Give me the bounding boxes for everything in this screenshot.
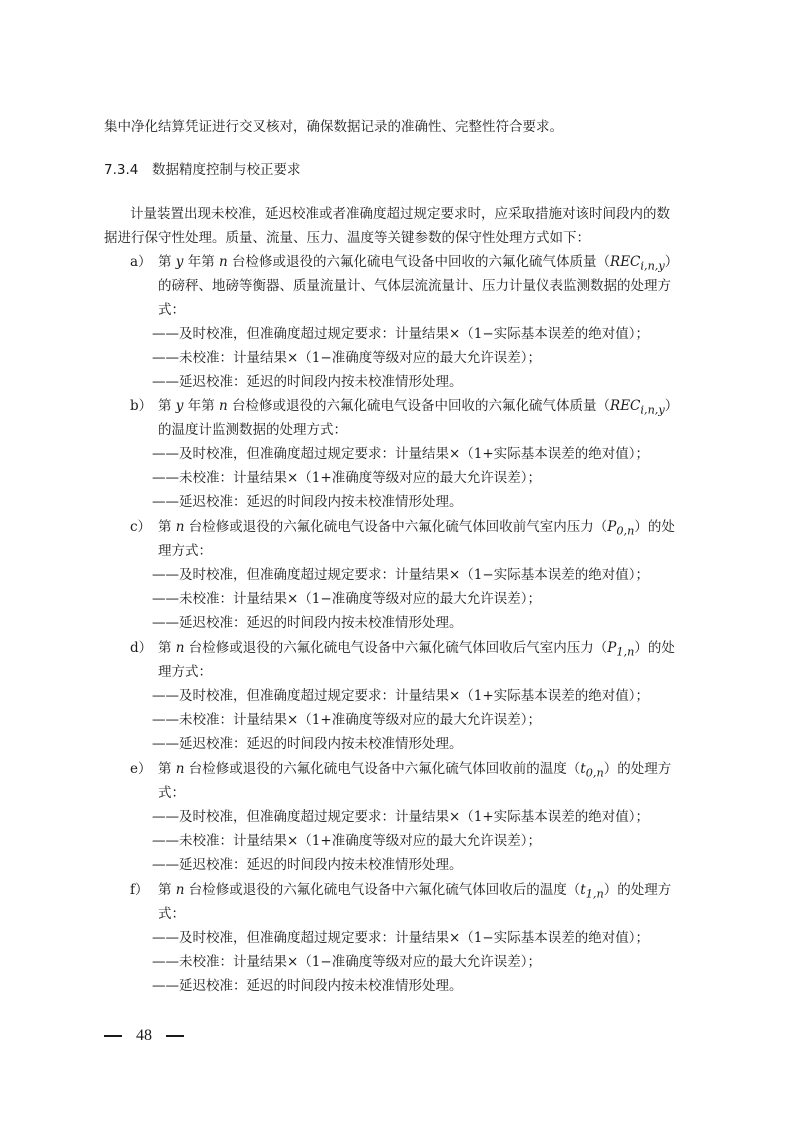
- item-e-label: e）: [130, 761, 152, 777]
- item-a-line-2: 的磅秤、地磅等衡器、质量流量计、气体层流流量计、压力计量仪表监测数据的处理方: [158, 278, 671, 294]
- item-c-line-1: 第 n 台检修或退役的六氟化硫电气设备中六氟化硫气体回收前气室内压力$(P_{0,n})$的处: [158, 519, 675, 538]
- item-b-dash-3: ——延迟校准：延迟的时间段内按未校准情形处理。: [152, 494, 463, 510]
- item-c-dash-3: ——延迟校准：延迟的时间段内按未校准情形处理。: [152, 615, 463, 631]
- section-title: 数据精度控制与校正要求: [152, 162, 301, 178]
- intro-line-2: 据进行保守性处理。质量、流量、压力、温度等关键参数的保守性处理方式如下：: [104, 230, 590, 246]
- section-number: 7.3.4: [104, 162, 139, 178]
- page-footer: [104, 1027, 184, 1045]
- footer-dash-right: [166, 1035, 184, 1037]
- item-b-dash-2: ——未校准：计量结果×（1+准确度等级对应的最大允许误差）；: [152, 470, 541, 486]
- item-e-dash-2: ——未校准：计量结果×（1+准确度等级对应的最大允许误差）；: [152, 833, 541, 849]
- item-d-dash-1: ——及时校准，但准确度超过规定要求：计量结果×（1+实际基本误差的绝对值）；: [152, 688, 649, 704]
- footer-dash-left: [104, 1035, 122, 1037]
- item-f-dash-3: ——延迟校准：延迟的时间段内按未校准情形处理。: [152, 978, 463, 994]
- item-f-line-2: 式：: [158, 906, 185, 922]
- item-c-dash-1: ——及时校准，但准确度超过规定要求：计量结果×（1−实际基本误差的绝对值）；: [152, 567, 649, 583]
- item-d-dash-3: ——延迟校准：延迟的时间段内按未校准情形处理。: [152, 736, 463, 752]
- item-c-line-2: 理方式：: [158, 543, 212, 559]
- item-d-line-2: 理方式：: [158, 664, 212, 680]
- item-a-dash-1: ——及时校准，但准确度超过规定要求：计量结果×（1−实际基本误差的绝对值）；: [152, 326, 649, 342]
- item-c-dash-2: ——未校准：计量结果×（1−准确度等级对应的最大允许误差）；: [152, 591, 541, 607]
- item-a-dash-3: ——延迟校准：延迟的时间段内按未校准情形处理。: [152, 374, 463, 390]
- intro-line-1: 计量装置出现未校准，延迟校准或者准确度超过规定要求时，应采取措施对该时间段内的数: [130, 206, 670, 222]
- item-a-line-1: 第 y 年第 n 台检修或退役的六氟化硫电气设备中回收的六氟化硫气体质量$(REC_{i,n,y})$: [158, 254, 679, 273]
- item-f-line-1: 第 n 台检修或退役的六氟化硫电气设备中六氟化硫气体回收后的温度$(t_{1,n})$的处理方: [158, 882, 672, 901]
- item-d-dash-2: ——未校准：计量结果×（1+准确度等级对应的最大允许误差）；: [152, 712, 541, 728]
- item-f-dash-1: ——及时校准，但准确度超过规定要求：计量结果×（1−实际基本误差的绝对值）；: [152, 930, 649, 946]
- item-f-dash-2: ——未校准：计量结果×（1−准确度等级对应的最大允许误差）；: [152, 954, 541, 970]
- item-b-label: b）: [130, 398, 153, 414]
- item-e-dash-1: ——及时校准，但准确度超过规定要求：计量结果×（1+实际基本误差的绝对值）；: [152, 809, 649, 825]
- item-f-label: f）: [130, 882, 149, 898]
- item-b-line-2: 的温度计监测数据的处理方式：: [158, 422, 347, 438]
- section-heading: [104, 161, 301, 179]
- item-d-line-1: 第 n 台检修或退役的六氟化硫电气设备中六氟化硫气体回收后气室内压力$(P_{1,n})$的处: [158, 640, 675, 659]
- page-number: 48: [136, 1027, 152, 1044]
- item-c-label: c）: [130, 519, 152, 535]
- item-a-dash-2: ——未校准：计量结果×（1−准确度等级对应的最大允许误差）；: [152, 350, 541, 366]
- item-a-line-3: 式：: [158, 302, 185, 318]
- item-e-dash-3: ——延迟校准：延迟的时间段内按未校准情形处理。: [152, 857, 463, 873]
- item-b-line-1: 第 y 年第 n 台检修或退役的六氟化硫电气设备中回收的六氟化硫气体质量$(REC_{i,n,y})$: [158, 398, 679, 417]
- item-e-line-2: 式：: [158, 785, 185, 801]
- item-a-label: a）: [130, 254, 152, 270]
- item-b-dash-1: ——及时校准，但准确度超过规定要求：计量结果×（1+实际基本误差的绝对值）；: [152, 446, 649, 462]
- continuation-text: 集中净化结算凭证进行交叉核对，确保数据记录的准确性、完整性符合要求。: [104, 119, 563, 135]
- item-d-label: d）: [130, 640, 153, 656]
- item-e-line-1: 第 n 台检修或退役的六氟化硫电气设备中六氟化硫气体回收前的温度$(t_{0,n})$的处理方: [158, 761, 672, 780]
